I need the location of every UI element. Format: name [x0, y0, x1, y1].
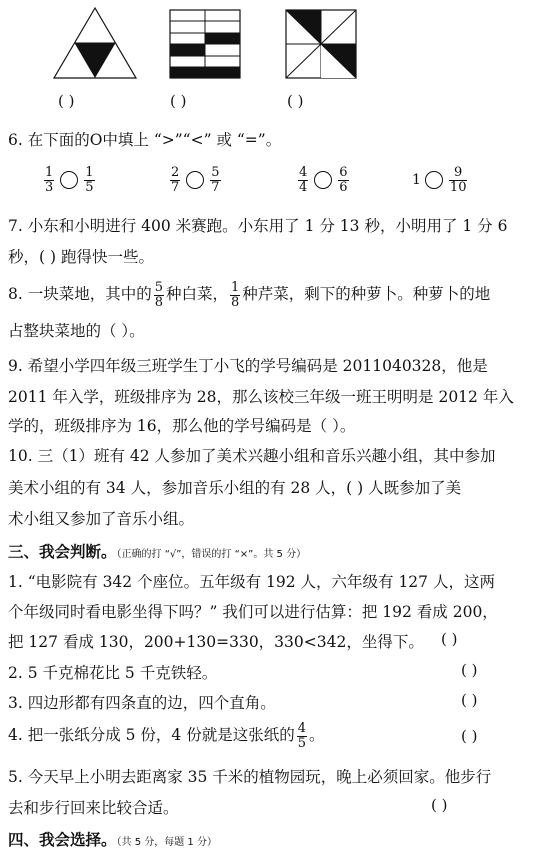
judge-5-line-2: 去和步行回来比较合适。: [8, 799, 179, 817]
fraction: $\frac{4}{4}$: [299, 165, 308, 195]
q6-text: 6. 在下面的O中填上 “>”“<” 或 “=”。: [8, 131, 282, 149]
judge-2-answer[interactable]: ( ): [461, 661, 478, 679]
judge-4-end: 。: [309, 726, 325, 745]
q9-line-1: 9. 希望小学四年级三班学生丁小飞的学号编码是 2011040328，他是: [8, 357, 488, 375]
section-3-heading: [8, 540, 306, 562]
triangle-figure: [52, 6, 138, 80]
judge-5-line-1: 5. 今天早上小明去距离家 35 千米的植物园玩，晚上必须回家。他步行: [8, 768, 492, 786]
fraction: $\frac{1}{8}$: [231, 280, 240, 310]
q10-line-2: 美术小组的有 34 人，参加音乐小组的有 28 人，( ) 人既参加了美: [8, 479, 462, 497]
q8-line-1: [8, 281, 490, 309]
q10-line-3: 术小组又参加了音乐小组。: [8, 510, 195, 528]
section-4-note: （共 5 分，每题 1 分）: [116, 837, 217, 848]
fraction: $\frac{1}{3}$: [45, 165, 54, 195]
judge-1-answer[interactable]: ( ): [441, 630, 458, 648]
q6-compare-row: [168, 166, 223, 194]
judge-4-answer[interactable]: ( ): [461, 727, 478, 745]
figure-2-answer[interactable]: ( ): [170, 92, 187, 110]
judge-1-line-2: 个年级同时看电影坐得下吗？” 我们可以进行估算：把 192 看成 200，: [8, 603, 498, 621]
fraction: $\frac{4}{5}$: [297, 721, 307, 751]
fraction: $\frac{1}{5}$: [85, 165, 94, 195]
q9-line-3: 学的，班级排序为 16，那么他的学号编码是（ ）。: [8, 417, 356, 435]
q6-compare-row: [296, 166, 351, 194]
judge-4: [8, 722, 325, 750]
q8-text-a: 8. 一块菜地，其中的: [8, 285, 152, 304]
judge-3: 3. 四边形都有四条直的边，四个直角。: [8, 694, 276, 712]
q6-compare-row: [412, 166, 469, 194]
section-4-title: 四、我会选择。: [8, 831, 117, 849]
judge-5-answer[interactable]: ( ): [431, 796, 448, 814]
fraction: $\frac{2}{7}$: [171, 165, 180, 195]
fraction: $\frac{5}{7}$: [211, 165, 220, 195]
q9-line-2: 2011 年入学，班级排序为 28，那么该校三年级一班王明明是 2012 年入: [8, 388, 514, 406]
fraction: $\frac{5}{8}$: [154, 280, 163, 310]
compare-circle[interactable]: [425, 171, 443, 189]
q8-line-2: 占整块菜地的（ ）。: [8, 322, 145, 340]
q7-line-1: 7. 小东和小明进行 400 米赛跑。小东用了 1 分 13 秒，小明用了 1 分 6: [8, 217, 508, 235]
compare-circle[interactable]: [60, 171, 78, 189]
whole-number: 1: [412, 172, 421, 189]
judge-2: 2. 5 千克棉花比 5 千克铁轻。: [8, 664, 218, 682]
figure-3-answer[interactable]: ( ): [287, 92, 304, 110]
compare-circle[interactable]: [186, 171, 204, 189]
section-4-heading: [8, 828, 217, 850]
judge-1-line-1: 1. “电影院有 342 个座位。五年级有 192 人，六年级有 127 人，这两: [8, 573, 495, 591]
figure-1-answer[interactable]: ( ): [58, 92, 75, 110]
q6-compare-row: [42, 166, 97, 194]
fraction: $\frac{9}{10}$: [449, 165, 467, 195]
judge-1-line-3: 把 127 看成 130，200+130=330，330<342，坐得下。: [8, 633, 424, 651]
fraction: $\frac{6}{6}$: [339, 165, 348, 195]
section-3-note: （正确的打 “√”，错误的打 “×”。共 5 分）: [116, 549, 307, 560]
compare-circle[interactable]: [314, 171, 332, 189]
q7-line-2: 秒，( ) 跑得快一些。: [8, 248, 154, 266]
square-figure: [285, 9, 357, 79]
judge-4-text: 4. 把一张纸分成 5 份，4 份就是这张纸的: [8, 726, 295, 745]
judge-3-answer[interactable]: ( ): [461, 691, 478, 709]
q8-text-c: 种芹菜，剩下的种萝卜。种萝卜的地: [242, 285, 491, 304]
grid-figure: [169, 9, 241, 79]
q8-text-b: 种白菜，: [166, 285, 229, 304]
q10-line-1: 10. 三（1）班有 42 人参加了美术兴趣小组和音乐兴趣小组，其中参加: [8, 447, 496, 465]
section-3-title: 三、我会判断。: [8, 543, 117, 561]
